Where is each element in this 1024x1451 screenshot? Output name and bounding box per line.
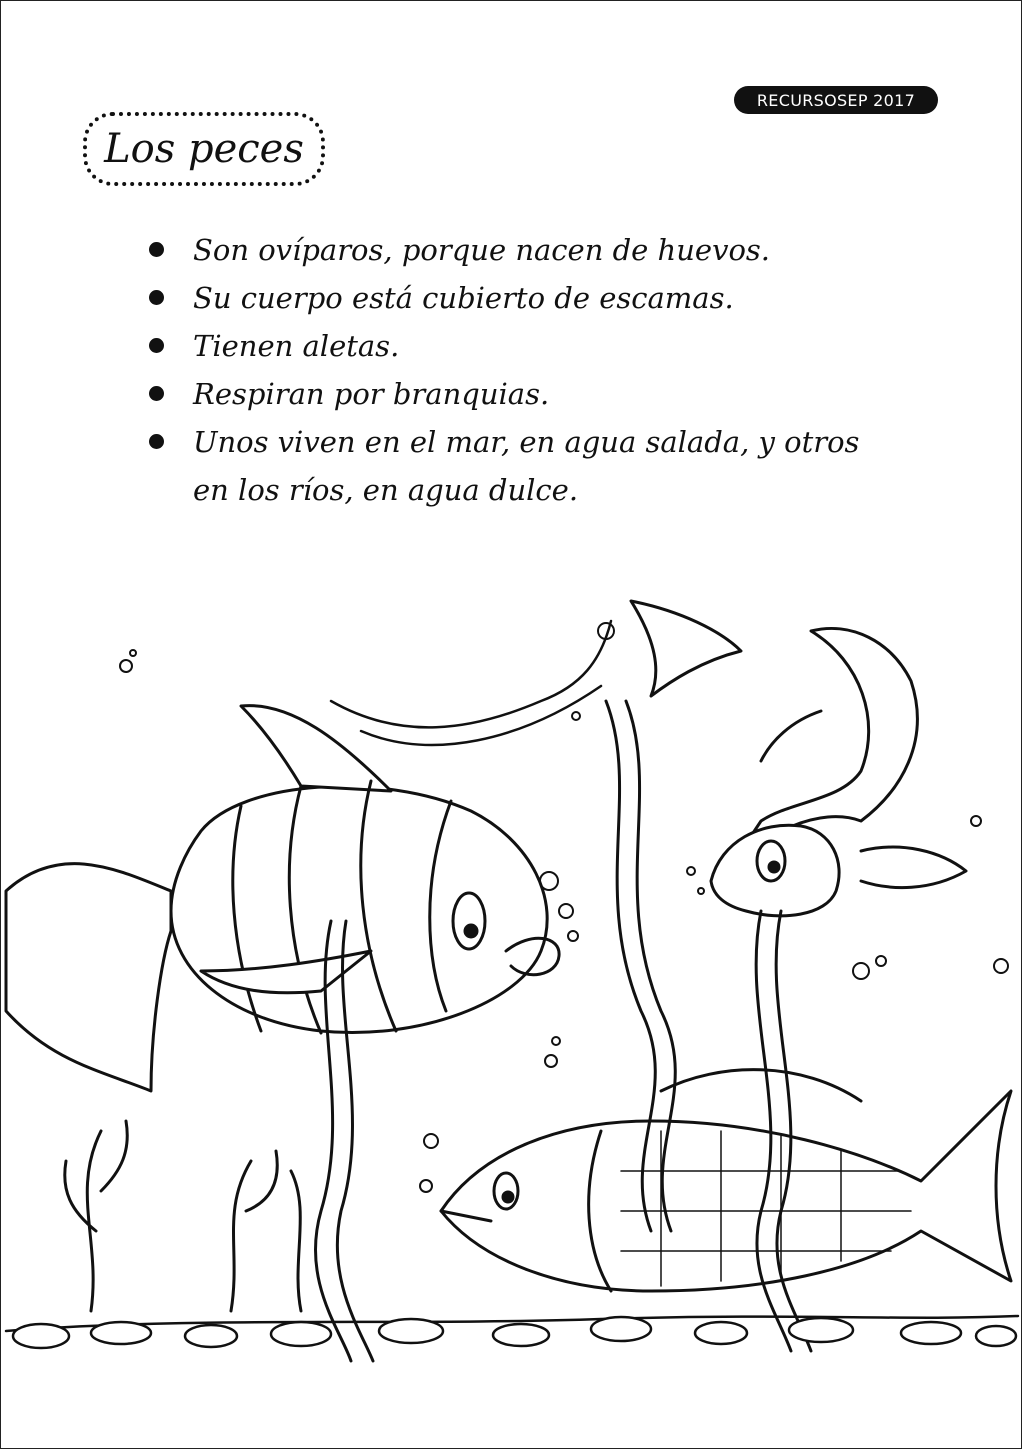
page-title: Los peces (104, 126, 304, 172)
bullet-icon (149, 434, 164, 449)
bullet-icon (149, 290, 164, 305)
fact-item (141, 322, 941, 370)
fish-striped-icon (6, 706, 559, 1091)
fact-item-continuation (141, 466, 941, 514)
fact-text: Son ovíparos, porque nacen de huevos. (193, 233, 771, 267)
fact-item (141, 274, 941, 322)
fact-text: Respiran por branquias. (193, 377, 550, 411)
bullet-icon (149, 386, 164, 401)
water-current (331, 621, 611, 745)
fish-coloring-illustration (1, 591, 1023, 1371)
fact-item (141, 418, 941, 466)
fish-curled-icon (631, 601, 966, 916)
fact-item (141, 370, 941, 418)
bullet-icon (149, 242, 164, 257)
fact-item (141, 226, 941, 274)
fact-text: Su cuerpo está cubierto de escamas. (193, 281, 734, 315)
fish-scaled-icon (441, 1070, 1011, 1291)
facts-list (141, 226, 941, 514)
pebbles-icon (6, 1316, 1018, 1348)
fact-text: Tienen aletas. (193, 329, 400, 363)
coral-icon (65, 1121, 301, 1311)
bullet-icon (149, 338, 164, 353)
title-box (83, 112, 325, 186)
fact-text: Unos viven en el mar, en agua salada, y otros (193, 425, 860, 459)
fact-text: en los ríos, en agua dulce. (193, 473, 579, 507)
source-badge: RECURSOSEP 2017 (734, 86, 938, 114)
